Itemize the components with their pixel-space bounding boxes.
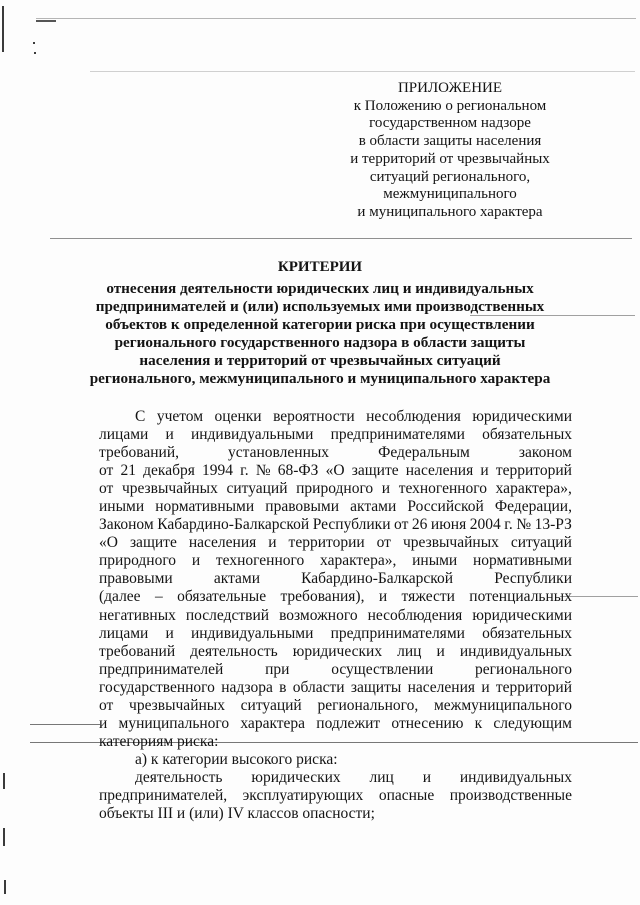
body-word: ситуаций bbox=[510, 534, 572, 552]
appendix-line: и территорий от чрезвычайных bbox=[350, 150, 550, 167]
body-word: регионального bbox=[475, 660, 572, 678]
body-word: отнесению bbox=[391, 714, 464, 732]
body-word: негативных bbox=[99, 606, 176, 624]
body-word: от bbox=[99, 462, 114, 480]
body-word: июня bbox=[430, 516, 467, 534]
body-word: Кабардино-Балкарской bbox=[157, 516, 310, 534]
body-word: защите bbox=[129, 534, 177, 552]
body-word: Законом bbox=[99, 516, 154, 534]
body-word: от bbox=[376, 534, 391, 552]
scan-dot-2 bbox=[34, 52, 36, 54]
subtitle-line: регионального государственного надзора в области защиты bbox=[114, 333, 526, 351]
scan-line-top-dash bbox=[36, 20, 56, 22]
body-word: правовыми bbox=[99, 570, 173, 588]
body-line bbox=[99, 408, 572, 426]
body-word: надзора bbox=[221, 678, 273, 696]
body-word: характера bbox=[240, 714, 306, 732]
body-word: характера», bbox=[495, 480, 572, 498]
body-word: юридических bbox=[251, 768, 341, 786]
body-word: «О bbox=[325, 462, 345, 480]
body-word: и bbox=[268, 534, 277, 552]
body-word: декабря bbox=[143, 462, 195, 480]
body-line bbox=[99, 480, 572, 498]
body-word: (далее bbox=[99, 588, 141, 606]
appendix-line: ситуаций регионального, bbox=[369, 168, 531, 185]
body-word: требований bbox=[99, 642, 176, 660]
body-word: индивидуальных bbox=[459, 642, 572, 660]
body-word: природного bbox=[296, 480, 374, 498]
body-word: вероятности bbox=[273, 408, 355, 425]
body-word: № bbox=[255, 462, 271, 480]
body-line bbox=[99, 715, 572, 733]
subtitle-line: объектов к определенной категории риска при осуществлении bbox=[105, 315, 535, 333]
body-word: деятельность bbox=[135, 768, 223, 786]
body-word: установленных bbox=[228, 444, 330, 462]
body-word: защиты bbox=[350, 678, 402, 696]
body-word: предпринимателями bbox=[330, 624, 465, 642]
document-body bbox=[99, 408, 572, 823]
body-word: к bbox=[474, 714, 483, 732]
body-line bbox=[99, 498, 572, 516]
body-word: от bbox=[99, 480, 114, 498]
body-word: населения bbox=[188, 534, 257, 552]
body-word: населения bbox=[407, 678, 476, 696]
body-line bbox=[99, 462, 572, 480]
body-word: чрезвычайных bbox=[121, 480, 218, 498]
body-line bbox=[99, 588, 572, 606]
scan-line-upper bbox=[90, 71, 635, 72]
scan-line-lower-1 bbox=[30, 724, 100, 725]
scan-dot-1 bbox=[33, 42, 35, 44]
body-line bbox=[99, 607, 572, 625]
body-line bbox=[99, 444, 572, 462]
body-word: юридическими bbox=[472, 408, 572, 425]
scan-mark-left-top bbox=[2, 6, 4, 52]
body-word: предпринимателей, bbox=[99, 786, 228, 804]
appendix-line: государственном надзоре bbox=[369, 115, 531, 132]
body-word: 2004 bbox=[469, 516, 501, 534]
body-word: территорий bbox=[495, 462, 572, 480]
document-title: КРИТЕРИИ bbox=[277, 259, 363, 275]
body-line bbox=[99, 643, 572, 661]
body-word: 21 bbox=[120, 462, 136, 480]
body-word: 68-ФЗ bbox=[277, 462, 319, 480]
scan-line-top bbox=[36, 18, 636, 19]
body-line bbox=[99, 534, 572, 552]
subtitle-line: населения и территорий от чрезвычайных ситуаций bbox=[139, 351, 501, 369]
appendix-line: в области защиты населения bbox=[358, 133, 542, 150]
body-word: требований, bbox=[99, 444, 179, 462]
body-word: «О bbox=[99, 534, 118, 552]
body-word: населения bbox=[405, 462, 474, 480]
body-word: и bbox=[436, 642, 445, 660]
body-word: возможного bbox=[279, 606, 358, 624]
body-word: и bbox=[480, 462, 489, 480]
body-line bbox=[99, 426, 572, 444]
body-word: техногенного bbox=[215, 552, 305, 570]
body-word: техногенного bbox=[398, 480, 488, 498]
body-word: обязательных bbox=[482, 426, 572, 444]
body-line: категориям риска: bbox=[99, 732, 219, 750]
body-word: индивидуальными bbox=[190, 624, 314, 642]
body-word: и bbox=[422, 768, 431, 786]
appendix-line: и муниципального характера bbox=[357, 203, 543, 220]
body-word: осуществлении bbox=[331, 660, 434, 678]
body-word: и bbox=[378, 588, 388, 606]
body-word: в bbox=[279, 678, 287, 696]
body-word: индивидуальных bbox=[459, 768, 572, 786]
appendix-line: межмуниципального bbox=[383, 186, 517, 203]
body-word: несоблюдения bbox=[367, 606, 463, 624]
body-word: г. bbox=[240, 462, 249, 480]
body-line bbox=[99, 625, 572, 643]
body-word: лицами bbox=[99, 426, 149, 444]
body-word: 1994 bbox=[202, 462, 234, 480]
subtitle-line: регионального, межмуниципального и муниципального характера bbox=[89, 369, 551, 387]
body-line bbox=[99, 516, 572, 534]
body-line bbox=[99, 552, 572, 570]
body-word: иными bbox=[99, 498, 145, 516]
body-word: и bbox=[165, 426, 174, 444]
body-word: природного bbox=[99, 552, 177, 570]
body-word: учетом bbox=[156, 408, 204, 425]
body-word: нормативными bbox=[155, 498, 255, 516]
appendix-label: ПРИЛОЖЕНИЕ bbox=[397, 80, 503, 96]
document-subtitle bbox=[40, 280, 600, 387]
body-word: эксплуатирующих bbox=[242, 786, 364, 804]
body-word: лиц bbox=[369, 768, 394, 786]
body-word: Федеральным bbox=[378, 444, 470, 462]
body-word: потенциальных bbox=[469, 588, 572, 606]
body-word: и bbox=[99, 714, 108, 732]
body-word: государственного bbox=[99, 678, 215, 696]
body-word: и bbox=[381, 480, 391, 498]
body-word: предпринимателями bbox=[330, 426, 465, 444]
body-word: чрезвычайных bbox=[129, 696, 225, 714]
body-word: деятельность bbox=[190, 642, 278, 660]
body-word: правовыми bbox=[265, 498, 340, 516]
body-word: и bbox=[165, 624, 174, 642]
scan-mark-left-bottom bbox=[4, 880, 6, 894]
body-word: защите bbox=[351, 462, 399, 480]
body-word: № bbox=[516, 516, 532, 534]
body-word: предпринимателей bbox=[99, 660, 224, 678]
body-word: С bbox=[135, 408, 146, 425]
body-word: чрезвычайных bbox=[402, 534, 499, 552]
body-word: оценки bbox=[214, 408, 262, 425]
body-line bbox=[99, 769, 572, 787]
body-word: производственные bbox=[449, 786, 572, 804]
body-word: Республики bbox=[494, 570, 572, 588]
appendix-line: к Положению о региональном bbox=[353, 97, 547, 114]
body-word: и bbox=[191, 552, 201, 570]
scan-line-header bbox=[50, 238, 632, 239]
body-word: муниципального bbox=[118, 714, 230, 732]
appendix-header bbox=[320, 80, 580, 222]
body-word: характера», bbox=[320, 552, 397, 570]
body-line bbox=[99, 570, 572, 588]
body-word: регионального, bbox=[317, 696, 419, 714]
body-word: актами bbox=[350, 498, 397, 516]
body-word: при bbox=[265, 660, 290, 678]
body-word: обязательных bbox=[482, 624, 572, 642]
body-word: 13-РЗ bbox=[534, 516, 572, 534]
body-word: обязательные bbox=[177, 588, 267, 606]
body-word: юридических bbox=[292, 642, 383, 660]
body-word: лицами bbox=[99, 624, 149, 642]
body-word: индивидуальными bbox=[190, 426, 314, 444]
scan-mark-left-low bbox=[3, 828, 5, 846]
scan-mark-left-mid bbox=[3, 773, 5, 789]
body-word: от bbox=[99, 696, 114, 714]
body-line bbox=[99, 661, 572, 679]
body-word: – bbox=[154, 588, 163, 606]
body-word: последствий bbox=[185, 606, 270, 624]
body-word: нормативными bbox=[473, 552, 572, 570]
body-word: ситуаций bbox=[226, 480, 288, 498]
body-word: и bbox=[481, 678, 490, 696]
body-word: Кабардино-Балкарской bbox=[301, 570, 454, 588]
body-word: ситуаций bbox=[240, 696, 302, 714]
body-word: следующим bbox=[493, 714, 572, 732]
body-word: 26 bbox=[411, 516, 428, 534]
body-word: Федерации, bbox=[494, 498, 572, 516]
body-word: Российской bbox=[407, 498, 484, 516]
body-word: иными bbox=[412, 552, 458, 570]
body-word: территории bbox=[288, 534, 365, 552]
body-word: законом bbox=[518, 444, 572, 462]
body-line bbox=[99, 787, 572, 805]
body-word: тяжести bbox=[401, 588, 455, 606]
body-line bbox=[99, 697, 572, 715]
body-word: несоблюдения bbox=[366, 408, 461, 425]
body-word: лиц bbox=[397, 642, 422, 660]
body-word: актами bbox=[213, 570, 261, 588]
body-word: области bbox=[292, 678, 345, 696]
body-line: объекты III и (или) IV классов опасности; bbox=[99, 805, 375, 823]
body-word: опасные bbox=[378, 786, 435, 804]
body-line: а) к категории высокого риска: bbox=[135, 750, 338, 768]
body-word: г. bbox=[504, 516, 513, 534]
body-word: юридическими bbox=[472, 606, 572, 624]
body-word: межмуниципального bbox=[433, 696, 572, 714]
subtitle-line: предпринимателей и (или) используемых ими производственных bbox=[95, 297, 545, 315]
body-word: территорий bbox=[495, 678, 572, 696]
body-word: Республики bbox=[312, 516, 391, 534]
subtitle-line: отнесения деятельности юридических лиц и индивидуальных bbox=[106, 280, 534, 297]
body-word: требования), bbox=[280, 588, 365, 606]
body-word: от bbox=[394, 516, 409, 534]
body-word: подлежит bbox=[316, 714, 381, 732]
body-line bbox=[99, 679, 572, 697]
